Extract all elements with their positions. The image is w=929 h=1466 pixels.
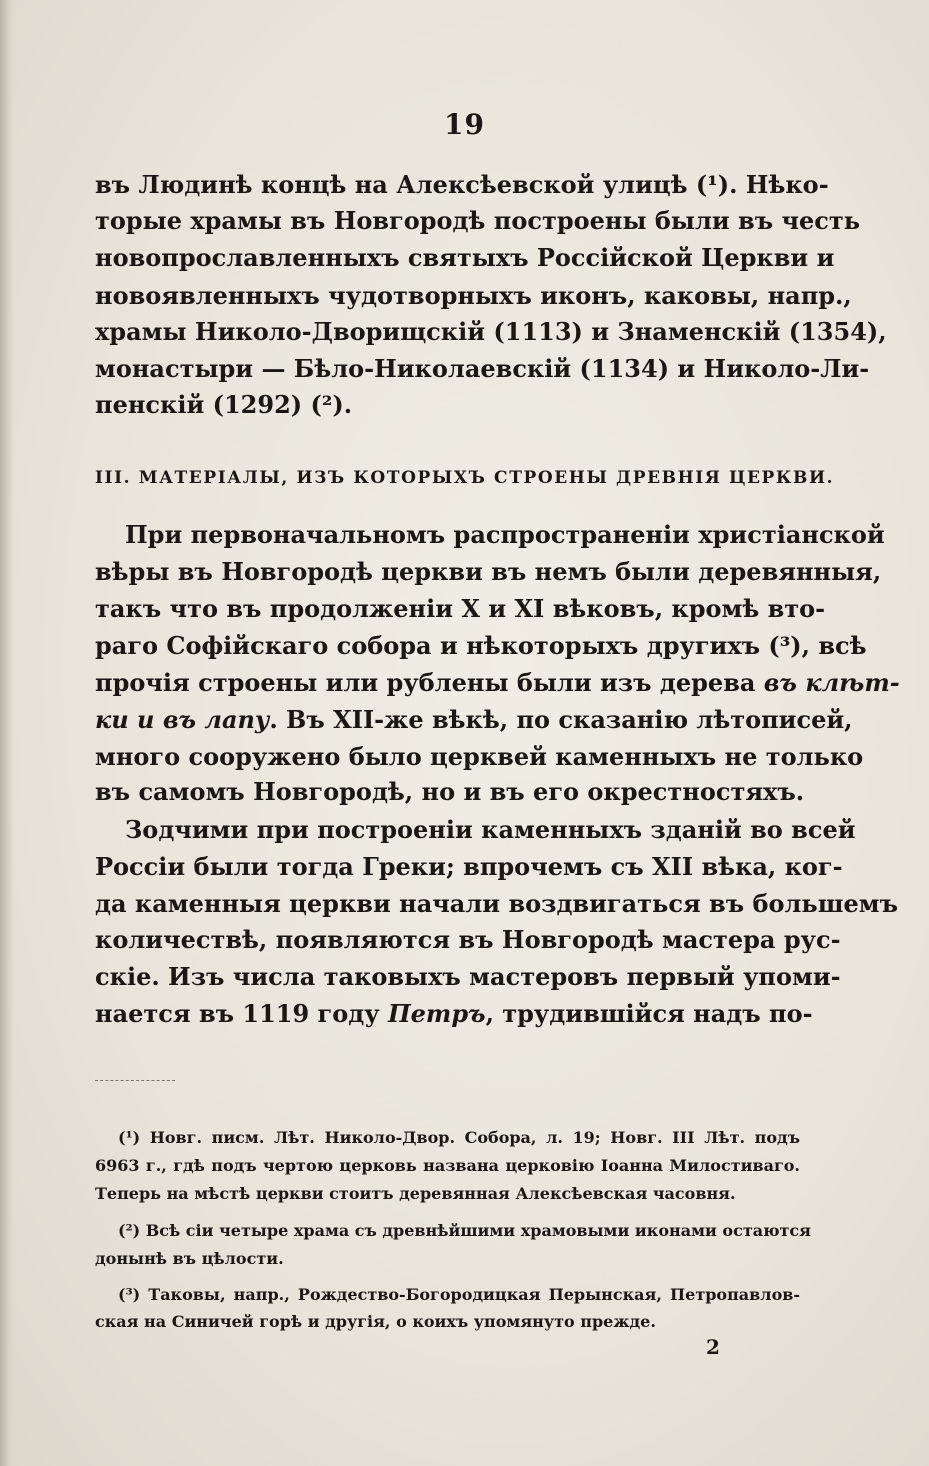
italic-term: въ клѣт- [763, 668, 900, 697]
footnote-line: (²) Всѣ сіи четыре храма съ древнѣйшими храмовыми иконами остаются [118, 1221, 811, 1240]
paragraph-line: въ самомъ Новгородѣ, но и въ его окрестностяхъ. [95, 777, 805, 806]
paragraph-line [95, 999, 813, 1029]
paragraph-line: монастыри — Бѣло-Николаевскій (1134) и Николо-Ли- [95, 354, 870, 383]
footnote-line: ская на Синичей горѣ и другія, о коихъ упомянуто прежде. [95, 1312, 656, 1331]
paragraph-line: да каменныя церкви начали воздвигаться въ большемъ [95, 889, 899, 918]
paragraph-line: торые храмы въ Новгородѣ построены были въ честь [95, 206, 861, 235]
section-heading: III. МАТЕРІАЛЫ, ИЗЪ КОТОРЫХЪ СТРОЕНЫ ДРЕВНІЯ ЦЕРКВИ. [95, 468, 835, 488]
paragraph-line: Зодчими при построеніи каменныхъ зданій во всей [125, 815, 856, 844]
italic-term: Петръ [387, 999, 486, 1028]
italic-term: ки и въ лапу [95, 705, 270, 734]
footnote-line: (¹) Новг. писм. Лѣт. Николо-Двор. Собора, л. 19; Новг. III Лѣт. подъ [118, 1128, 800, 1147]
paragraph-line: такъ что въ продолженіи X и XI вѣковъ, кромѣ вто- [95, 594, 826, 623]
text-span: , трудившійся надъ по- [485, 999, 813, 1028]
paragraph-line: раго Софійскаго собора и нѣкоторыхъ другихъ (³), всѣ [95, 631, 867, 660]
paragraph-line: количествѣ, появляются въ Новгородѣ мастера рус- [95, 925, 841, 954]
paragraph-line [95, 668, 900, 698]
footnote-line: (³) Таковы, напр., Рождество-Богородицкая Перынская, Петропавлов- [118, 1285, 800, 1304]
paragraph-line: много сооружено было церквей каменныхъ не только [95, 742, 864, 771]
signature-mark: 2 [706, 1335, 720, 1359]
text-span: . Въ XII-же вѣкѣ, по сказанію лѣтописей, [269, 705, 853, 734]
page-number: 19 [444, 108, 485, 141]
paragraph-line: вѣры въ Новгородѣ церкви въ немъ были деревянныя, [95, 557, 882, 586]
paragraph-line [95, 705, 853, 735]
footnote-line: донынѣ въ цѣлости. [95, 1249, 284, 1268]
paragraph-line: Россіи были тогда Греки; впрочемъ съ XII вѣка, ког- [95, 852, 843, 881]
paragraph-line: При первоначальномъ распространеніи христіанской [125, 520, 885, 549]
footnote-divider [95, 1080, 175, 1081]
paragraph-line: скіе. Изъ числа таковыхъ мастеровъ первый упоми- [95, 962, 841, 991]
text-span: нается въ 1119 году [95, 999, 388, 1028]
footnote-line: Теперь на мѣстѣ церкви стоитъ деревянная Алексѣевская часовня. [95, 1184, 736, 1203]
paragraph-line: пенскій (1292) (²). [95, 390, 353, 419]
paragraph-line: въ Людинѣ концѣ на Алексѣевской улицѣ (¹). Нѣко- [95, 170, 829, 199]
page-binding-edge [0, 0, 14, 1466]
paragraph-line: новоявленныхъ чудотворныхъ иконъ, каковы, напр., [95, 281, 852, 310]
paragraph-line: храмы Николо-Дворищскій (1113) и Знаменскій (1354), [95, 317, 887, 346]
text-span: прочія строены или рублены были изъ дерева [95, 668, 764, 697]
paragraph-line: новопрославленныхъ святыхъ Россійской Церкви и [95, 243, 835, 272]
footnote-line: 6963 г., гдѣ подъ чертою церковь названа церковію Іоанна Милостиваго. [95, 1156, 800, 1175]
